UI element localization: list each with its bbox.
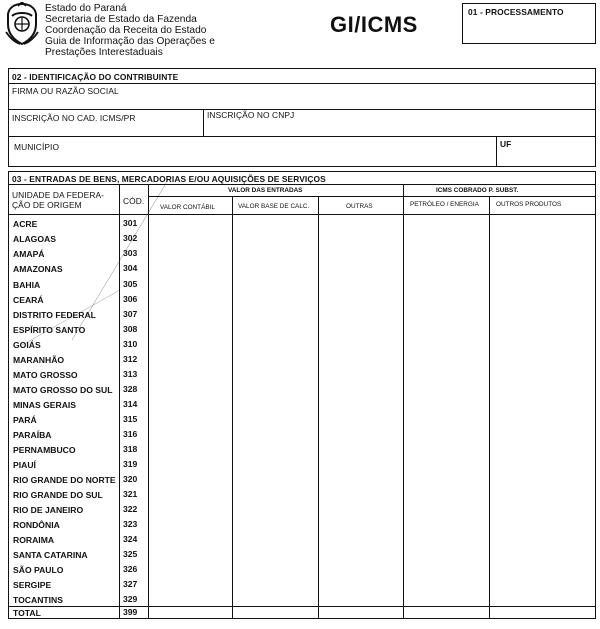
row-uf: RIO GRANDE DO SUL — [13, 490, 103, 500]
row-cod: 304 — [123, 263, 138, 273]
row-cod: 320 — [123, 474, 138, 484]
valor-base-header: VALOR BASE DE CALC. — [238, 203, 310, 210]
row-cod: 314 — [123, 399, 138, 409]
row-uf: RONDÔNIA — [13, 520, 60, 530]
uf-label: UF — [500, 139, 512, 149]
valor-contabil-header: VALOR CONTÁBIL — [160, 204, 215, 211]
row-uf: MARANHÃO — [13, 355, 65, 365]
row-uf: SANTA CATARINA — [13, 550, 88, 560]
section-02-title: 02 - IDENTIFICAÇÃO DO CONTRIBUINTE — [12, 72, 179, 82]
issuer-line: Guia de Informação das Operações e — [45, 36, 215, 47]
row-cod: 326 — [123, 564, 138, 574]
row-cod: 313 — [123, 369, 138, 379]
municipio-label: MUNICÍPIO — [14, 142, 60, 152]
processing-label: 01 - PROCESSAMENTO — [468, 7, 564, 17]
row-uf: MINAS GERAIS — [13, 400, 77, 410]
row-uf: BAHIA — [13, 280, 41, 290]
row-uf: ESPÍRITO SANTO — [13, 325, 86, 335]
row-cod: 321 — [123, 489, 138, 499]
row-uf: CEARÁ — [13, 295, 44, 305]
petroleo-header: PETRÓLEO / ENERGIA — [410, 201, 479, 208]
row-cod: 308 — [123, 324, 138, 334]
col-uf-header-line2: ÇÃO DE ORIGEM — [12, 200, 82, 210]
row-cod: 328 — [123, 384, 138, 394]
valor-entradas-header: VALOR DAS ENTRADAS — [228, 187, 303, 194]
row-uf: RIO DE JANEIRO — [13, 505, 84, 515]
row-cod: 315 — [123, 414, 138, 424]
row-cod: 310 — [123, 339, 138, 349]
issuer-line: Estado do Paraná — [45, 3, 127, 14]
outras-header: OUTRAS — [346, 203, 373, 210]
issuer-line: Coordenação da Receita do Estado — [45, 25, 207, 36]
row-cod: 302 — [123, 233, 138, 243]
issuer-line: Secretaria de Estado da Fazenda — [45, 14, 197, 25]
row-uf: MATO GROSSO — [13, 370, 78, 380]
col-uf-header-line1: UNIDADE DA FEDERA- — [12, 190, 105, 200]
row-uf: SÃO PAULO — [13, 565, 64, 575]
firma-label: FIRMA OU RAZÃO SOCIAL — [12, 86, 119, 96]
row-cod: 301 — [123, 218, 138, 228]
section-03-title: 03 - ENTRADAS DE BENS, MERCADORIAS E/OU AQUISIÇÕES DE SERVIÇOS — [12, 174, 326, 184]
row-cod: 303 — [123, 248, 138, 258]
row-cod: 306 — [123, 294, 138, 304]
row-cod: 312 — [123, 354, 138, 364]
row-uf: PARÁ — [13, 415, 37, 425]
row-cod: 316 — [123, 429, 138, 439]
row-uf: AMAZONAS — [13, 264, 63, 274]
form-title: GI/ICMS — [330, 12, 418, 37]
row-uf: SERGIPE — [13, 580, 52, 590]
col-cod-header: CÓD. — [123, 196, 145, 206]
row-cod: 325 — [123, 549, 138, 559]
row-cod: 319 — [123, 459, 138, 469]
icms-subst-header: ICMS COBRADO P. SUBST. — [436, 187, 519, 194]
row-uf: AMAPÁ — [13, 249, 45, 259]
row-uf: TOCANTINS — [13, 595, 63, 605]
row-cod: 327 — [123, 579, 138, 589]
row-uf: ALAGOAS — [13, 234, 56, 244]
row-cod: 307 — [123, 309, 138, 319]
row-uf: DISTRITO FEDERAL — [13, 310, 96, 320]
row-cod: 324 — [123, 534, 138, 544]
row-cod: 318 — [123, 444, 138, 454]
row-uf: PERNAMBUCO — [13, 445, 76, 455]
total-cod: 399 — [123, 607, 138, 617]
row-uf: PARAÍBA — [13, 430, 52, 440]
total-label: TOTAL — [13, 608, 41, 618]
row-cod: 305 — [123, 279, 138, 289]
issuer-line: Prestações Interestaduais — [45, 47, 163, 58]
row-cod: 323 — [123, 519, 138, 529]
row-cod: 322 — [123, 504, 138, 514]
row-uf: PIAUÍ — [13, 460, 36, 470]
row-cod: 329 — [123, 594, 138, 604]
insc-cnpj-label: INSCRIÇÃO NO CNPJ — [207, 110, 295, 120]
row-uf: MATO GROSSO DO SUL — [13, 385, 113, 395]
row-uf: ACRE — [13, 219, 38, 229]
insc-icms-label: INSCRIÇÃO NO CAD. ICMS/PR — [12, 113, 136, 123]
row-uf: GOIÁS — [13, 340, 41, 350]
row-uf: RIO GRANDE DO NORTE — [13, 475, 116, 485]
row-uf: RORAIMA — [13, 535, 55, 545]
outros-produtos-header: OUTROS PRODUTOS — [496, 201, 562, 208]
